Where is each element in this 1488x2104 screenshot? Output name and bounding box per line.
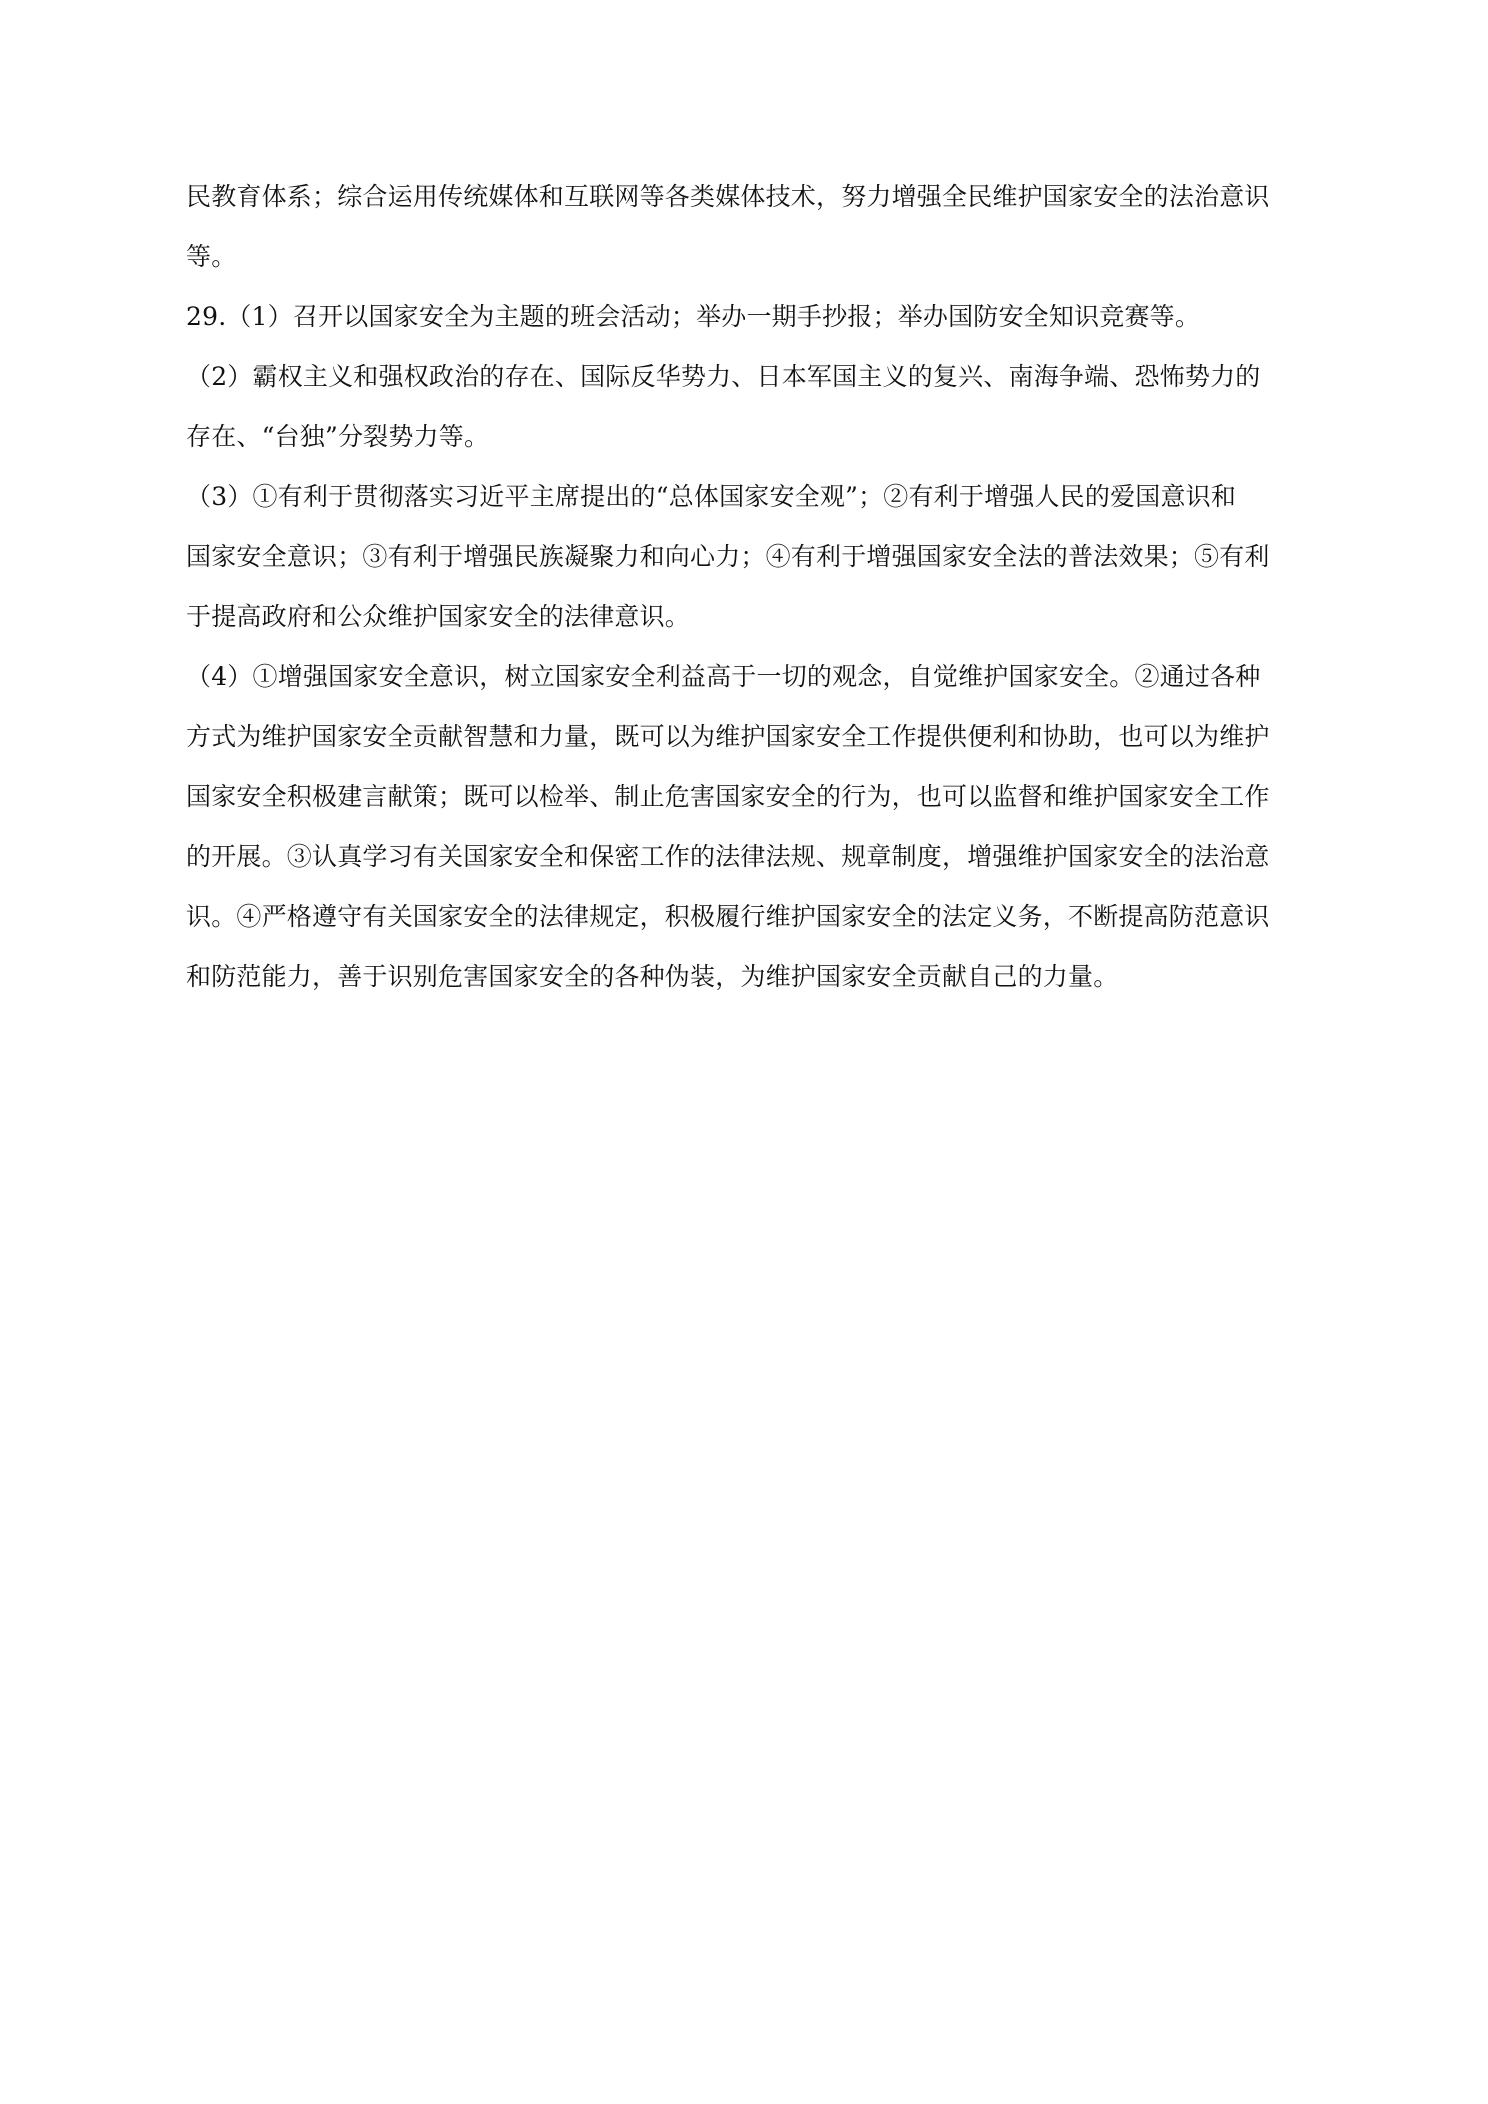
- text-line: 的开展。③认真学习有关国家安全和保密工作的法律法规、规章制度，增强维护国家安全的法治意: [186, 842, 1270, 871]
- text-line: 识。④严格遵守有关国家安全的法律规定，积极履行维护国家安全的法定义务，不断提高防范意识: [186, 902, 1270, 931]
- text-line: 等。: [186, 242, 237, 271]
- text-line: 国家安全意识；③有利于增强民族凝聚力和向心力；④有利于增强国家安全法的普法效果；⑤有利: [186, 542, 1270, 571]
- text-line: 存在、“台独”分裂势力等。: [186, 422, 490, 451]
- text-line: 民教育体系；综合运用传统媒体和互联网等各类媒体技术，努力增强全民维护国家安全的法治意识: [186, 182, 1270, 211]
- text-line: （4）①增强国家安全意识，树立国家安全利益高于一切的观念，自觉维护国家安全。②通过各种: [186, 662, 1261, 691]
- text-line: 和防范能力，善于识别危害国家安全的各种伪装，为维护国家安全贡献自己的力量。: [186, 962, 1119, 991]
- text-line: （2）霸权主义和强权政治的存在、国际反华势力、日本军国主义的复兴、南海争端、恐怖势力的: [186, 362, 1261, 391]
- text-line: 方式为维护国家安全贡献智慧和力量，既可以为维护国家安全工作提供便利和协助，也可以为维护: [186, 722, 1270, 751]
- text-line: 国家安全积极建言献策；既可以检举、制止危害国家安全的行为，也可以监督和维护国家安全工作: [186, 782, 1270, 811]
- text-line: 于提高政府和公众维护国家安全的法律意识。: [186, 602, 691, 631]
- answer-text-block: [186, 182, 1304, 992]
- text-line: 29.（1）召开以国家安全为主题的班会活动；举办一期手抄报；举办国防安全知识竞赛等。: [186, 302, 1201, 331]
- text-line: （3）①有利于贯彻落实习近平主席提出的“总体国家安全观”；②有利于增强人民的爱国意识和: [186, 482, 1237, 511]
